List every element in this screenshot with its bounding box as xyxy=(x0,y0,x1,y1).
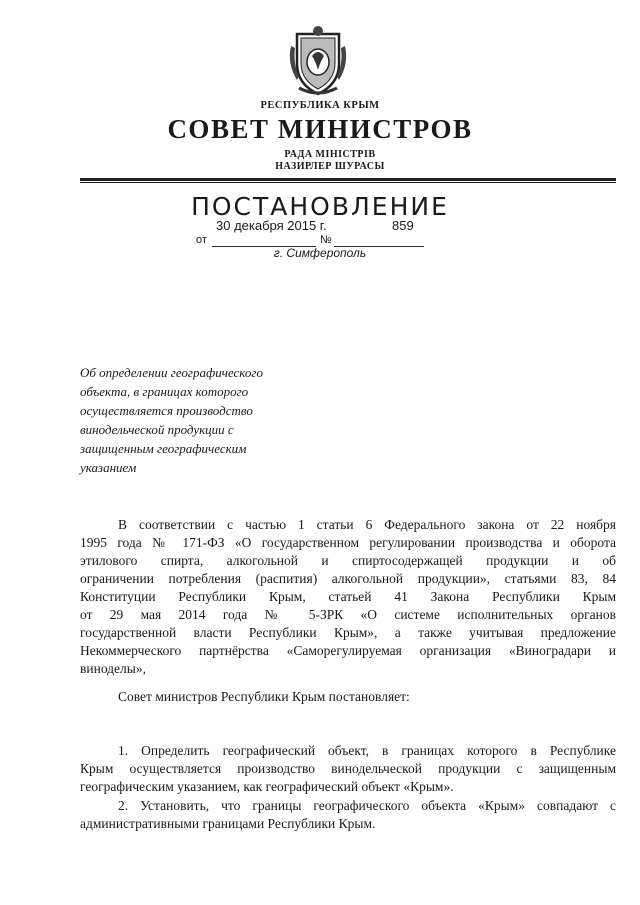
subject-line: объекта, в границах которого xyxy=(80,384,249,399)
item-1-line: Крым осуществляется производство винодельческой продукции с защищенным xyxy=(80,761,616,776)
preamble-line: ограничении потребления (распития) алкогольной продукции», статьями 83, 84 xyxy=(80,571,616,586)
preamble-line: 1995 года № 171-ФЗ «О государственном регулировании производства и оборота xyxy=(80,535,616,550)
subject-line: винодельческой продукции с xyxy=(80,422,234,437)
item-2-line: административными границами Республики Крым. xyxy=(80,816,376,831)
preamble-line: виноделы», xyxy=(80,661,146,676)
subject-line: указанием xyxy=(80,460,137,475)
document-number: 859 xyxy=(392,218,414,233)
date-number-line xyxy=(196,218,436,248)
header-divider-thin xyxy=(80,182,616,183)
council-title-crimean-tatar: НАЗИРЛЕР ШУРАСЫ xyxy=(275,161,385,172)
resolves-paragraph xyxy=(80,688,616,706)
subject-line: защищенным географическим xyxy=(80,441,247,456)
number-label: № xyxy=(320,234,332,246)
republic-name: РЕСПУБЛИКА КРЫМ xyxy=(260,100,380,111)
coat-of-arms-icon xyxy=(285,22,351,98)
header-divider-thick xyxy=(80,178,616,181)
council-title: СОВЕТ МИНИСТРОВ xyxy=(167,114,473,144)
city: г. Симферополь xyxy=(273,246,367,260)
preamble-line: от 29 мая 2014 года № 5-ЗРК «О системе исполнительных органов xyxy=(80,607,616,622)
subject-line: Об определении географического xyxy=(80,365,263,380)
from-label: от xyxy=(196,234,207,246)
subject-line: осуществляется производство xyxy=(80,403,253,418)
item-2-paragraph xyxy=(80,797,616,833)
item-1-paragraph xyxy=(80,742,616,796)
preamble-line: Конституции Республики Крым, статьей 41 Закона Республики Крым xyxy=(80,589,616,604)
resolves-line: Совет министров Республики Крым постановляет: xyxy=(118,689,410,704)
document-subject xyxy=(80,363,310,477)
preamble-line: государственной власти Республики Крым», а также учитывая предложение xyxy=(80,625,616,640)
document-date: 30 декабря 2015 г. xyxy=(216,218,327,233)
item-1-line: 1. Определить географический объект, в границах которого в Республике xyxy=(118,743,616,758)
preamble-paragraph xyxy=(80,516,616,678)
preamble-line: В соответствии с частью 1 статьи 6 Федерального закона от 22 ноября xyxy=(118,517,616,532)
preamble-line: Некоммерческого партнёрства «Саморегулируемая организация «Виноградари и xyxy=(80,643,616,658)
preamble-line: этилового спирта, алкогольной и спиртосодержащей продукции и об xyxy=(80,553,616,568)
item-2-line: 2. Установить, что границы географического объекта «Крым» совпадают с xyxy=(118,798,616,813)
item-1-line: географическим указанием, как географический объект «Крым». xyxy=(80,779,454,794)
document-type-title: ПОСТАНОВЛЕНИЕ xyxy=(191,192,449,221)
council-title-ukrainian: РАДА МІНІСТРІВ xyxy=(284,149,376,160)
